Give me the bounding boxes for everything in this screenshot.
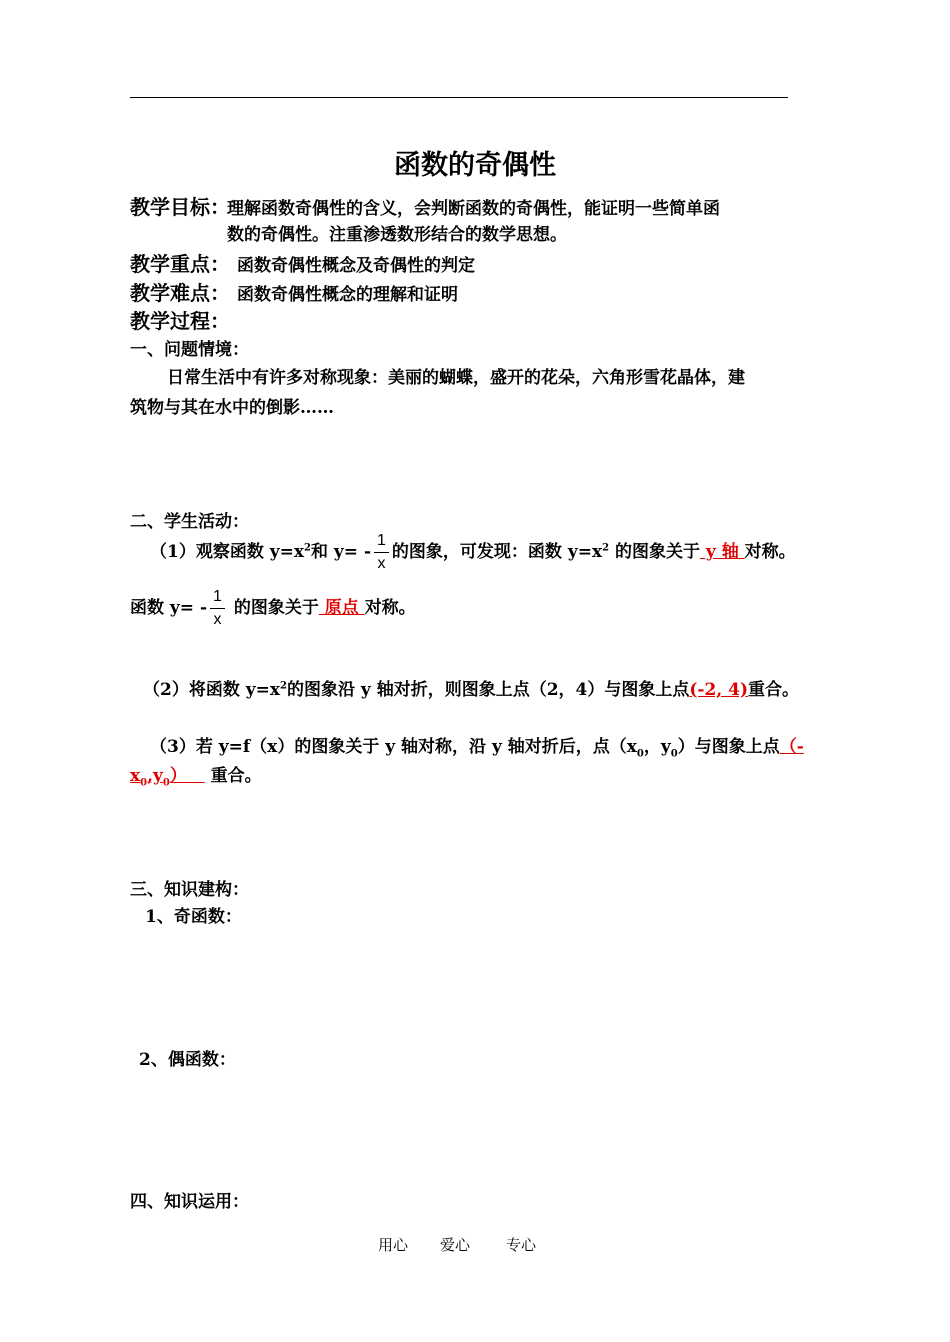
item3-sub2: 0: [670, 748, 678, 760]
answer-y-sub: 0: [162, 777, 170, 789]
answer-x-sub: 0: [140, 777, 148, 789]
section3-even-function: 2、偶函数：: [139, 1050, 236, 1070]
fraction-denominator: x: [374, 552, 389, 572]
item3-text-b: ，y: [643, 737, 671, 757]
answer-y: ,y: [147, 766, 163, 786]
answer-point-part2: [130, 766, 205, 789]
answer-x: x: [130, 766, 141, 786]
section2-heading: 二、学生活动：: [130, 512, 249, 532]
answer-close: ）: [169, 766, 205, 786]
item3-sub1: 0: [636, 748, 644, 760]
section1-line2: 筑物与其在水中的倒影……: [130, 398, 334, 418]
teaching-difficulty-label: 教学难点：: [130, 281, 230, 305]
answer-point-part1: （-: [779, 737, 804, 757]
fraction-denominator-2: x: [210, 608, 225, 628]
header-rule: [130, 97, 788, 98]
footer-word-1: 用心: [378, 1236, 409, 1254]
section2-item3: [150, 732, 804, 759]
section3-heading: 三、知识建构：: [130, 880, 249, 900]
item1-text-c: 的图象，可发现：函数 y=x: [391, 542, 603, 562]
answer-origin: 原点: [318, 598, 365, 618]
section1-heading: 一、问题情境：: [130, 340, 249, 360]
item3-text-d: 重合。: [210, 766, 262, 786]
fraction-1-over-x: [374, 533, 389, 572]
item1-sup: 2: [304, 542, 311, 554]
teaching-focus-text: 函数奇偶性概念及奇偶性的判定: [237, 256, 475, 276]
answer-y-axis: y 轴: [699, 542, 745, 562]
teaching-goal-line1: 理解函数奇偶性的含义，会判断函数的奇偶性，能证明一些简单函: [227, 199, 720, 219]
section2-item2: [143, 675, 799, 700]
teaching-focus-label: 教学重点：: [130, 252, 230, 276]
item2-sup: 2: [280, 680, 287, 692]
item3-text-a: （3）若 y=f（x）的图象关于 y 轴对称，沿 y 轴对折后，点（x: [150, 737, 637, 757]
item2-text-a: （2）将函数 y=x: [143, 680, 281, 700]
item1-text-a: （1）观察函数 y=x: [150, 542, 305, 562]
item1-text-h: 对称。: [364, 598, 416, 618]
footer-word-2: 爱心: [440, 1236, 471, 1254]
section4-heading: 四、知识运用：: [130, 1192, 249, 1212]
fraction-numerator-2: 1: [213, 588, 222, 605]
fraction-numerator: 1: [377, 532, 386, 549]
section3-odd-function: 1、奇函数：: [145, 907, 242, 927]
item3-text-c: ）与图象上点: [677, 737, 780, 757]
fraction-1-over-x-2: [210, 589, 225, 628]
item1-text-g: 的图象关于: [227, 598, 319, 618]
teaching-difficulty-text: 函数奇偶性概念的理解和证明: [237, 285, 458, 305]
teaching-goal-line2: 数的奇偶性。注重渗透数形结合的数学思想。: [227, 225, 567, 245]
item1-text-f: 函数 y= -: [130, 598, 208, 618]
answer-point: (-2, 4): [689, 680, 748, 700]
section2-item3-continued: [130, 761, 262, 788]
footer-word-3: 专心: [506, 1236, 537, 1254]
section1-line1: 日常生活中有许多对称现象：美丽的蝴蝶，盛开的花朵，六角形雪花晶体，建: [167, 368, 745, 388]
item2-text-b: 的图象沿 y 轴对折，则图象上点（2，4）与图象上点: [286, 680, 690, 700]
item2-text-c: 重合。: [748, 680, 799, 700]
section2-item1: [150, 533, 796, 572]
section2-item1-continued: [130, 589, 416, 628]
item1-text-e: 对称。: [744, 542, 796, 562]
item1-text-b: 和 y= -: [310, 542, 371, 562]
item1-text-d: 的图象关于: [609, 542, 700, 562]
page-title: 函数的奇偶性: [394, 150, 556, 181]
teaching-process-label: 教学过程：: [130, 309, 230, 333]
teaching-goal-label: 教学目标：: [130, 195, 230, 219]
item1-sup2: 2: [602, 542, 610, 554]
